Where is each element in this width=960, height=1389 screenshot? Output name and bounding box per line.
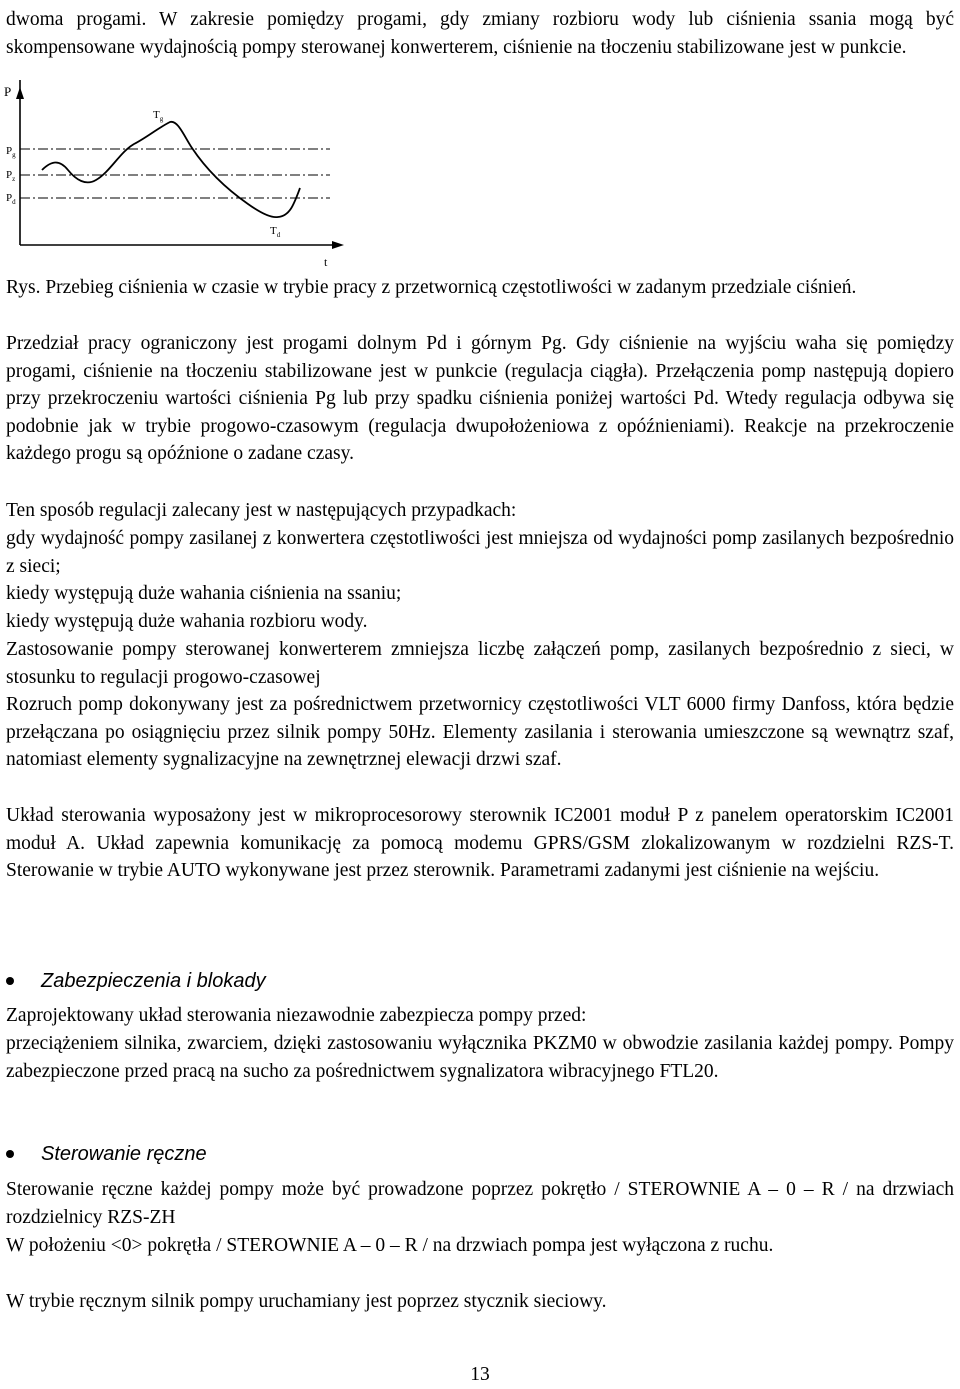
pz-label: $P_z$ xyxy=(6,169,16,183)
paragraph-start: Rozruch pomp dokonywany jest za pośrednictwem przetwornicy częstotliwości VLT 6000 firmy Danfoss, która będzie przełączana po osiągnięciu przez silnik pompy 50Hz. Elementy zasilania i sterowania umieszczone są wewnątrz szaf, natomiast elementy sygnalizacyjne na zewnętrznej elewacji drzwi szaf. xyxy=(6,694,954,771)
paragraph-manual-1: Sterowanie ręczne każdej pompy może być prowadzone poprzez pokrętło / STEROWNIE A – 0 – R / na drzwiach rozdzielnicy RZS-ZH xyxy=(6,1179,954,1228)
bullet-icon xyxy=(6,977,14,985)
td-label: $T_d$ xyxy=(270,225,281,239)
paragraph-protections-intro: Zaprojektowany układ sterowania niezawodnie zabezpiecza pompy przed: xyxy=(6,1005,587,1026)
paragraph-cases-intro: Ten sposób regulacji zalecany jest w następujących przypadkach: xyxy=(6,500,517,521)
intro-paragraph: dwoma progami. W zakresie pomiędzy progami, gdy zmiany rozbioru wody lub ciśnienia ssania mogą być skompensowane wydajnością pompy sterowanej konwerterem, ciśnienie na tłoczeniu stabilizowane jest w punkcie. xyxy=(6,9,954,58)
section-heading-manual-control xyxy=(0,1140,960,1170)
section-title: Sterowanie ręczne xyxy=(41,1143,207,1165)
paragraph-protections-detail: przeciążeniem silnika, zwarciem, dzięki zastosowaniu wyłącznika PKZM0 w obwodzie zasilania każdej pompy. Pompy zabezpieczone przed pracą na sucho za pośrednictwem sygnalizatora wibracyjnego FTL20. xyxy=(6,1033,954,1082)
x-axis-arrow xyxy=(332,241,344,249)
paragraph-converter: Zastosowanie pompy sterowanej konwerterem zmniejsza liczbę załączeń pomp, zasilanych bezpośrednio z sieci, w stosunku to regulacji progowo-czasowej xyxy=(6,639,954,688)
section-title: Zabezpieczenia i blokady xyxy=(41,970,266,992)
x-axis-label: t xyxy=(324,255,328,269)
paragraph-manual-3: W trybie ręcznym silnik pompy uruchamiany jest poprzez stycznik sieciowy. xyxy=(6,1291,607,1312)
pd-label: $P_d$ xyxy=(6,192,16,206)
paragraph-thresholds: Przedział pracy ograniczony jest progami dolnym Pd i górnym Pg. Gdy ciśnienie na wyjściu waha się pomiędzy progami, ciśnienie na tłoczeniu stabilizowane jest w punkcie (regulacja ciągła). Przełączenia pomp następują dopiero przy przekroczeniu wartości ciśnienia Pg lub przy spadku ciśnienia poniżej wartości Pd. Wtedy regulacja odbywa się podobnie jak w trybie progowo-czasowym (regulacja dwupołożeniowa z opóźnieniami). Reakcje na przekroczenie każdego progu są opóźnione o zadane czasy. xyxy=(6,333,954,465)
y-axis-arrow xyxy=(16,87,24,99)
page-number: 13 xyxy=(470,1364,490,1385)
paragraph-control-system: Układ sterowania wyposażony jest w mikroprocesorowy sterownik IC2001 moduł P z panelem operatorskim IC2001 moduł A. Układ zapewnia komunikację za pomocą modemu GPRS/GSM zlokalizowanym w rozdzielni RZS-T. Sterowanie w trybie AUTO wykonywane jest przez sterownik. Parametrami zadanymi jest ciśnienie na wejściu. xyxy=(6,805,954,882)
tg-label: $T_g$ xyxy=(153,109,164,123)
figure-caption: Rys. Przebieg ciśnienia w czasie w trybie pracy z przetwornicą częstotliwości w zadanym przedziale ciśnień. xyxy=(6,277,857,298)
pressure-curve xyxy=(42,122,300,217)
paragraph-case-3: kiedy występują duże wahania rozbioru wody. xyxy=(6,611,368,632)
pg-label: $P_g$ xyxy=(6,145,16,159)
paragraph-case-1: gdy wydajność pompy zasilanej z konwertera częstotliwości jest mniejsza od wydajności pomp zasilanych bezpośrednio z sieci; xyxy=(6,528,954,577)
paragraph-manual-2: W położeniu <0> pokrętła / STEROWNIE A – 0 – R / na drzwiach pompa jest wyłączona z ruchu. xyxy=(6,1235,774,1256)
section-heading-protections xyxy=(0,967,960,997)
paragraph-case-2: kiedy występują duże wahania ciśnienia na ssaniu; xyxy=(6,583,402,604)
pressure-time-figure xyxy=(0,80,360,270)
bullet-icon xyxy=(6,1150,14,1158)
y-axis-label: P xyxy=(4,84,12,99)
